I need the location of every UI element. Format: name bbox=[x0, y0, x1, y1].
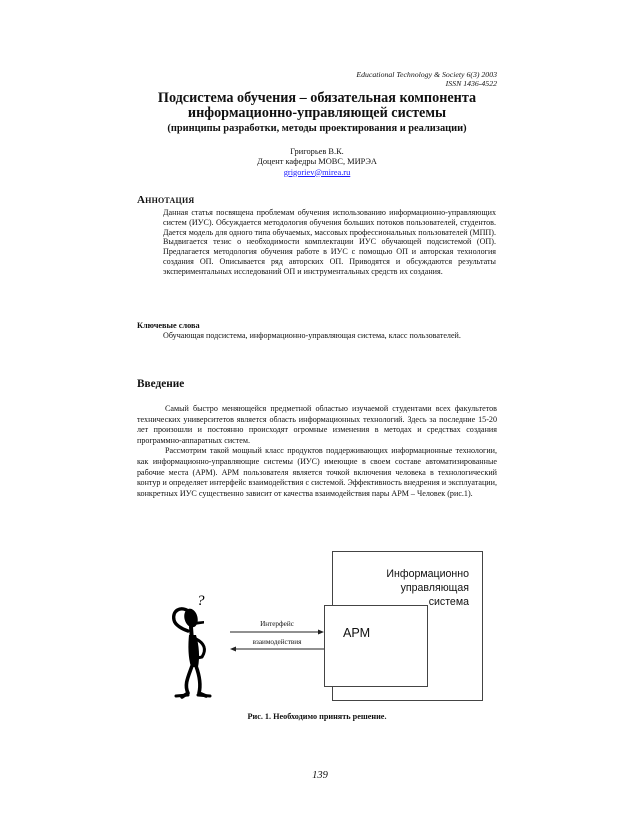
system-label-line-1: Информационно bbox=[386, 568, 469, 580]
arrow-left-icon bbox=[230, 647, 324, 652]
abstract-heading: Аннотация bbox=[137, 194, 195, 206]
title-line-1: Подсистема обучения – обязательная компонента bbox=[157, 90, 477, 106]
system-label-line-3: система bbox=[428, 595, 469, 608]
system-label-line-2: управляющая bbox=[400, 581, 469, 594]
workstation-label: АРМ bbox=[343, 626, 371, 640]
figure-caption: Рис. 1. Необходимо принять решение. bbox=[247, 712, 387, 721]
author-block bbox=[120, 147, 514, 178]
title-line-2: информационно-управляющей системы bbox=[187, 105, 447, 122]
interface-label-top: Интерфейс bbox=[260, 620, 294, 628]
author-email-link[interactable]: grigoriev@mirea.ru bbox=[283, 167, 351, 177]
figure-1 bbox=[160, 545, 510, 705]
introduction-paragraph-1: Самый быстро меняющейся предметной областью изучаемой студентами всех факультетов технических университетов является область информационных технологий. Здесь за последние 15-20 лет произошли и постоянно происходят огромные изменения в методах и средствах создания программно-аппаратных систем. bbox=[137, 404, 497, 445]
paper-title bbox=[120, 91, 514, 121]
paper-subtitle: (принципы разработки, методы проектирования и реализации) bbox=[167, 123, 467, 134]
introduction-paragraph-2: Рассмотрим такой мощный класс продуктов поддерживающих информационные технологии, как информационно-управляющие системы (ИУС) имеющие в своем составе автоматизированные рабочие места (АРМ). АРМ пользователя является точкой включения человека в технологический контур и определяет интерфейс взаимодействия с системой. Эффективность внедрения и эксплуатации, конкретных ИУС существенно зависит от качества взаимодействия пары АРМ – Человек (рис.1). bbox=[137, 446, 497, 498]
journal-issn: ISSN 1436-4522 bbox=[445, 79, 497, 89]
introduction-heading: Введение bbox=[137, 378, 185, 390]
page-number: 139 bbox=[312, 770, 328, 781]
author-position: Доцент кафедры МОВС, МИРЭА bbox=[257, 157, 377, 167]
journal-name: Educational Technology & Society 6(3) 2003 bbox=[356, 70, 497, 79]
abstract-text: Данная статья посвящена проблемам обучения использованию информационно-управляющих систем (ИУС). Обсуждается методология обучения больших потоков пользователей, студентов. Дается модель для одного типа обучаемых, массовых профессиональных пользователей (МПП). Выдвигается тезис о необходимости комплектации ИУС обучающей подсистемой (ОП). Предлагается методология обучения работе в ИУС с помощью ОП и авторская технология создания ОП. Описывается ряд авторских ОП. Приводятся и обсуждаются результаты экспериментальных исследований ОП и инструментальных средств их создания. bbox=[163, 208, 496, 276]
thinking-person-icon bbox=[174, 593, 210, 697]
author-name: Григорьев В.К. bbox=[290, 147, 344, 156]
figure-drawing bbox=[160, 545, 510, 705]
introduction-body bbox=[137, 404, 497, 499]
svg-text:?: ? bbox=[197, 593, 205, 609]
journal-header bbox=[356, 70, 497, 89]
arrow-right-icon bbox=[230, 630, 324, 635]
interface-label-bottom: взаимодействия bbox=[252, 638, 302, 646]
keywords-heading: Ключевые слова bbox=[137, 321, 200, 330]
keywords-text: Обучающая подсистема, информационно-управляющая система, класс пользователей. bbox=[163, 331, 461, 340]
